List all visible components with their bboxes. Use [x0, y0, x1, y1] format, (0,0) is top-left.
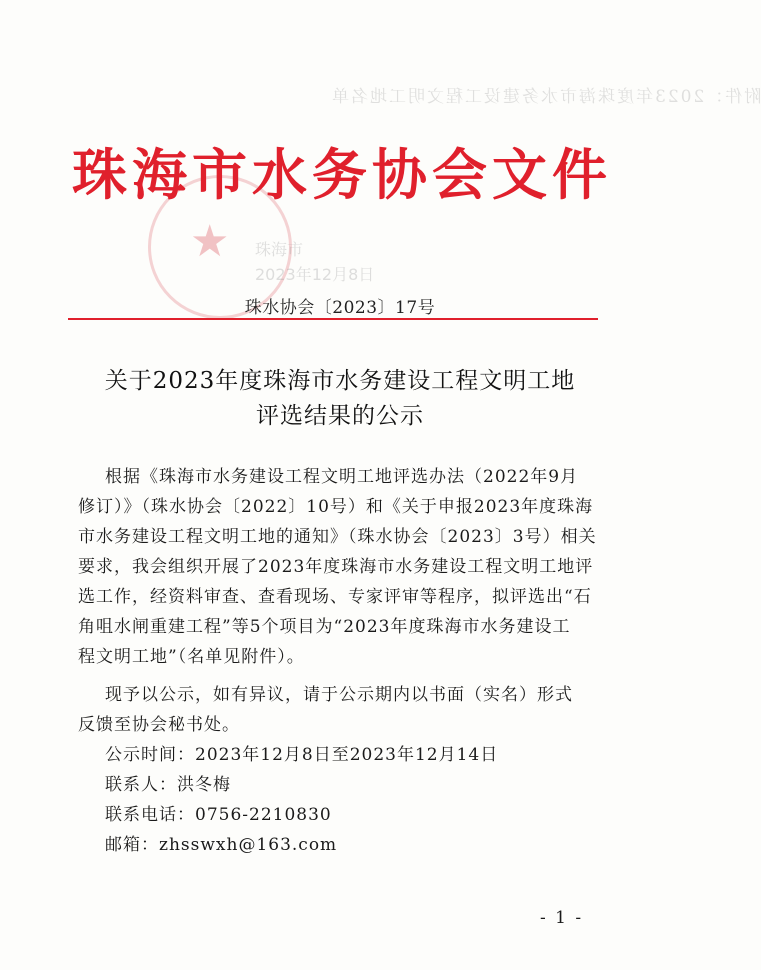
paragraph-2-line-2: 反馈至协会秘书处。	[78, 715, 240, 735]
red-divider-line	[68, 318, 598, 320]
publicity-period: 公示时间：2023年12月8日至2023年12月14日	[105, 745, 499, 765]
paragraph-1-line-3: 市水务建设工程文明工地的通知》（珠水协会〔2023〕3号）相关	[78, 527, 597, 547]
paragraph-1-line-5: 选工作，经资料审查、查看现场、专家评审等程序，拟评选出“石	[78, 587, 592, 607]
seal-star-icon: ★	[190, 216, 230, 267]
page-number: - 1 -	[540, 908, 584, 928]
bleed-through-text: 附件：2023年度珠海市水务建设工程文明工地名单	[330, 87, 761, 107]
seal-text-1: 珠海市	[255, 240, 304, 259]
document-number: 珠水协会〔2023〕17号	[244, 298, 436, 318]
masthead-title: 珠海市水务协会文件	[72, 143, 613, 207]
paragraph-1-line-1: 根据《珠海市水务建设工程文明工地评选办法（2022年9月	[105, 467, 579, 487]
notice-title-line-1: 关于2023年度珠海市水务建设工程文明工地	[104, 368, 576, 394]
seal-text-2: 2023年12月8日	[255, 265, 375, 284]
paragraph-1-line-6: 角咀水闸重建工程”等5个项目为“2023年度珠海市水务建设工	[78, 617, 571, 637]
paragraph-2-line-1: 现予以公示，如有异议，请于公示期内以书面（实名）形式	[105, 685, 573, 705]
contact-phone: 联系电话：0756-2210830	[105, 805, 332, 825]
paragraph-1-line-4: 要求，我会组织开展了2023年度珠海市水务建设工程文明工地评	[78, 557, 594, 577]
contact-email: 邮箱：zhsswxh@163.com	[105, 835, 338, 855]
notice-title-line-2: 评选结果的公示	[256, 403, 424, 429]
paragraph-1-line-2: 修订）》（珠水协会〔2022〕10号）和《关于申报2023年度珠海	[78, 497, 594, 517]
paragraph-1-line-7: 程文明工地”（名单见附件）。	[78, 647, 305, 667]
contact-person: 联系人：洪冬梅	[105, 775, 231, 795]
